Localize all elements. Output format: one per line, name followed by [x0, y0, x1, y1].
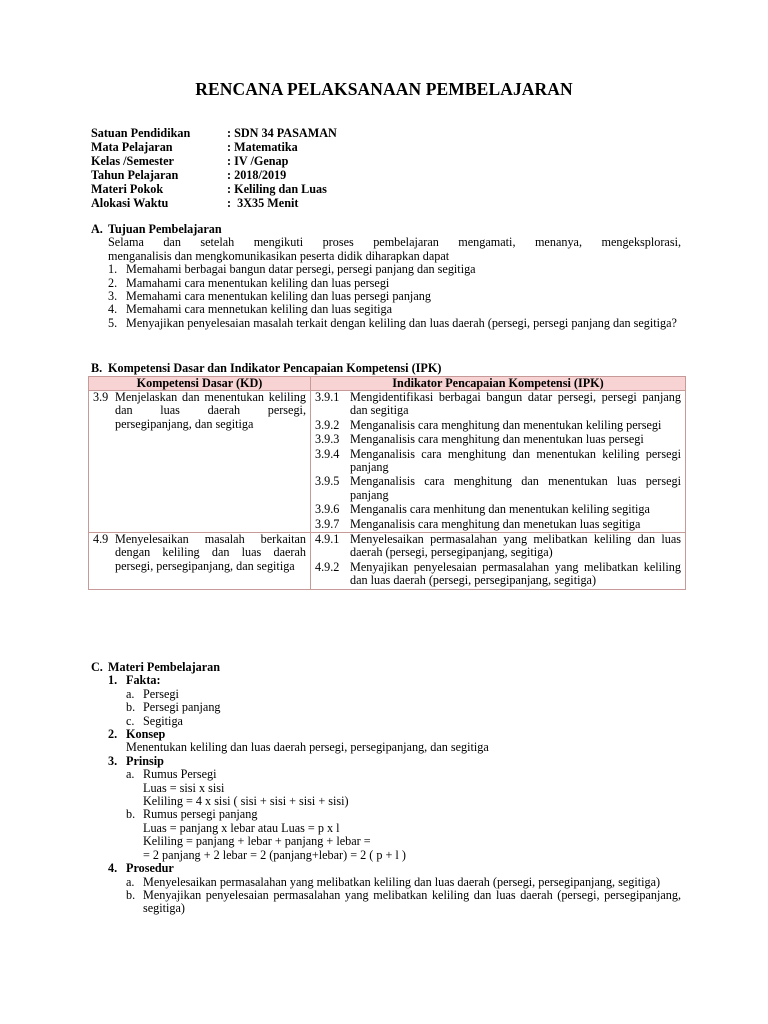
ipk-item: 3.9.4 Menganalisis cara menghitung dan menentukan keliling persegi panjang: [315, 446, 681, 475]
section-materi: [91, 661, 681, 916]
list-item: a. Menyelesaikan permasalahan yang melibatkan keliling dan luas daerah (persegi, persegipanjang, segitiga): [126, 874, 661, 889]
list-item: 1. Memahami berbagai bangun datar persegi, persegi panjang dan segitiga: [108, 262, 476, 277]
materi-fakta: 1. Fakta:: [108, 673, 161, 688]
identity-value: : Matematika: [227, 140, 298, 154]
ipk-item: 4.9.1 Menyelesaikan permasalahan yang melibatkan keliling dan luas daerah (persegi, persegipanjang, segitiga): [315, 532, 681, 560]
formula-line: = 2 panjang + 2 lebar = 2 (panjang+lebar) = 2 ( p + l ): [143, 847, 406, 862]
identity-label: Satuan Pendidikan: [91, 126, 191, 140]
kd-code: 3.9: [93, 390, 109, 404]
list-item: 4. Memahami cara mennetukan keliling dan luas segitiga: [108, 302, 393, 317]
ipk-item: 3.9.1 Mengidentifikasi berbagai bangun datar persegi, persegi panjang dan segitiga: [315, 390, 681, 418]
list-item: 2. Mamahami cara menentukan keliling dan luas persegi: [108, 275, 390, 290]
section-heading: B. Kompetensi Dasar dan Indikator Pencapaian Kompetensi (IPK): [91, 361, 442, 375]
formula-line: Keliling = panjang + lebar + panjang + lebar =: [143, 834, 371, 849]
materi-prosedur: 4. Prosedur: [108, 861, 174, 876]
ipk-item: 4.9.2 Menyajikan penyelesaian permasalahan yang melibatkan keliling dan luas daerah (persegi, persegipanjang, segitiga): [315, 559, 681, 588]
column-header-ipk: Indikator Pencapaian Kompetensi (IPK): [311, 377, 686, 391]
intro-line: menganalisis dan mengkomunikasikan peserta didik diharapkan dapat: [108, 248, 450, 263]
materi-prinsip: 3. Prinsip: [108, 753, 164, 768]
list-item: 3. Memahami cara menentukan keliling dan luas persegi panjang: [108, 289, 431, 304]
list-item: c. Segitiga: [126, 713, 183, 728]
ipk-item: 3.9.5 Menganalisis cara menghitung dan menentukan luas persegi panjang: [315, 474, 681, 502]
identity-value: : IV /Genap: [227, 154, 289, 168]
identity-row: [91, 141, 491, 155]
formula-line: Luas = sisi x sisi: [143, 780, 225, 795]
list-item: 5. Menyajikan penyelesaian masalah terkait dengan keliling dan luas daerah (persegi, persegi panjang dan segitiga?: [108, 315, 677, 330]
kd-cell: [89, 391, 311, 533]
section-heading: A. Tujuan Pembelajaran: [91, 222, 222, 236]
identity-value: : 2018/2019: [227, 168, 287, 182]
identity-row: [91, 155, 491, 169]
section-heading: C. Materi Pembelajaran: [91, 660, 221, 674]
konsep-text: Menentukan keliling dan luas daerah persegi, persegipanjang, dan segitiga: [126, 740, 489, 755]
identity-label: Kelas /Semester: [91, 154, 174, 168]
identity-block: [91, 127, 491, 211]
intro-line: Selama dan setelah mengikuti proses pembelajaran mengamati, menanya, mengeksplorasi,: [108, 235, 681, 250]
ipk-item: 3.9.7 Menganalisis cara menghitung dan menetukan luas segitiga: [315, 516, 641, 531]
list-item: a. Rumus Persegi: [126, 767, 217, 782]
kd-cell: [89, 533, 311, 590]
identity-label: Alokasi Waktu: [91, 196, 169, 210]
list-item: b. Rumus persegi panjang: [126, 807, 258, 822]
formula-line: Keliling = 4 x sisi ( sisi + sisi + sisi + sisi): [143, 794, 349, 809]
identity-value: : Keliling dan Luas: [227, 182, 327, 196]
identity-row: [91, 197, 491, 211]
document-title: RENCANA PELAKSANAAN PEMBELAJARAN: [195, 79, 573, 99]
table-row: [89, 533, 686, 590]
section-kompetensi: [91, 362, 681, 375]
table-row: [89, 391, 686, 533]
table-header-row: [89, 377, 686, 391]
section-tujuan: [91, 223, 681, 330]
ipk-item: 3.9.2 Menganalisis cara menghitung dan menentukan keliling persegi: [315, 417, 662, 432]
identity-label: Tahun Pelajaran: [91, 168, 179, 182]
ipk-item: 3.9.6 Menganalis cara menhitung dan menentukan keliling segitiga: [315, 502, 650, 517]
identity-row: [91, 169, 491, 183]
identity-value: : 3X35 Menit: [227, 196, 299, 210]
ipk-cell: [311, 533, 686, 590]
identity-value: : SDN 34 PASAMAN: [227, 126, 337, 140]
identity-row: [91, 127, 491, 141]
formula-line: Luas = panjang x lebar atau Luas = p x l: [143, 820, 340, 835]
ipk-item: 3.9.3 Menganalisis cara menghitung dan menentukan luas persegi: [315, 432, 644, 447]
list-item: b. Menyajikan penyelesaian permasalahan yang melibatkan keliling dan luas daerah (persegi, persegipanjang, segitiga): [126, 887, 681, 916]
list-item: b. Persegi panjang: [126, 700, 221, 715]
ipk-cell: [311, 391, 686, 533]
identity-row: [91, 183, 491, 197]
kd-ipk-table: [88, 376, 686, 590]
objective-list: [91, 263, 681, 330]
kd-code: 4.9: [93, 532, 109, 547]
column-header-kd: Kompetensi Dasar (KD): [89, 377, 311, 391]
materi-konsep: 2. Konsep: [108, 727, 166, 742]
identity-label: Mata Pelajaran: [91, 140, 173, 154]
kd-text: Menyelesaikan masalah berkaitan dengan keliling dan luas daerah persegi, persegipanjang, dan segitiga: [115, 532, 306, 573]
identity-label: Materi Pokok: [91, 182, 164, 196]
list-item: a. Persegi: [126, 686, 179, 701]
kd-text: Menjelaskan dan menentukan keliling dan luas daerah persegi, persegipanjang, dan segitiga: [115, 390, 306, 431]
